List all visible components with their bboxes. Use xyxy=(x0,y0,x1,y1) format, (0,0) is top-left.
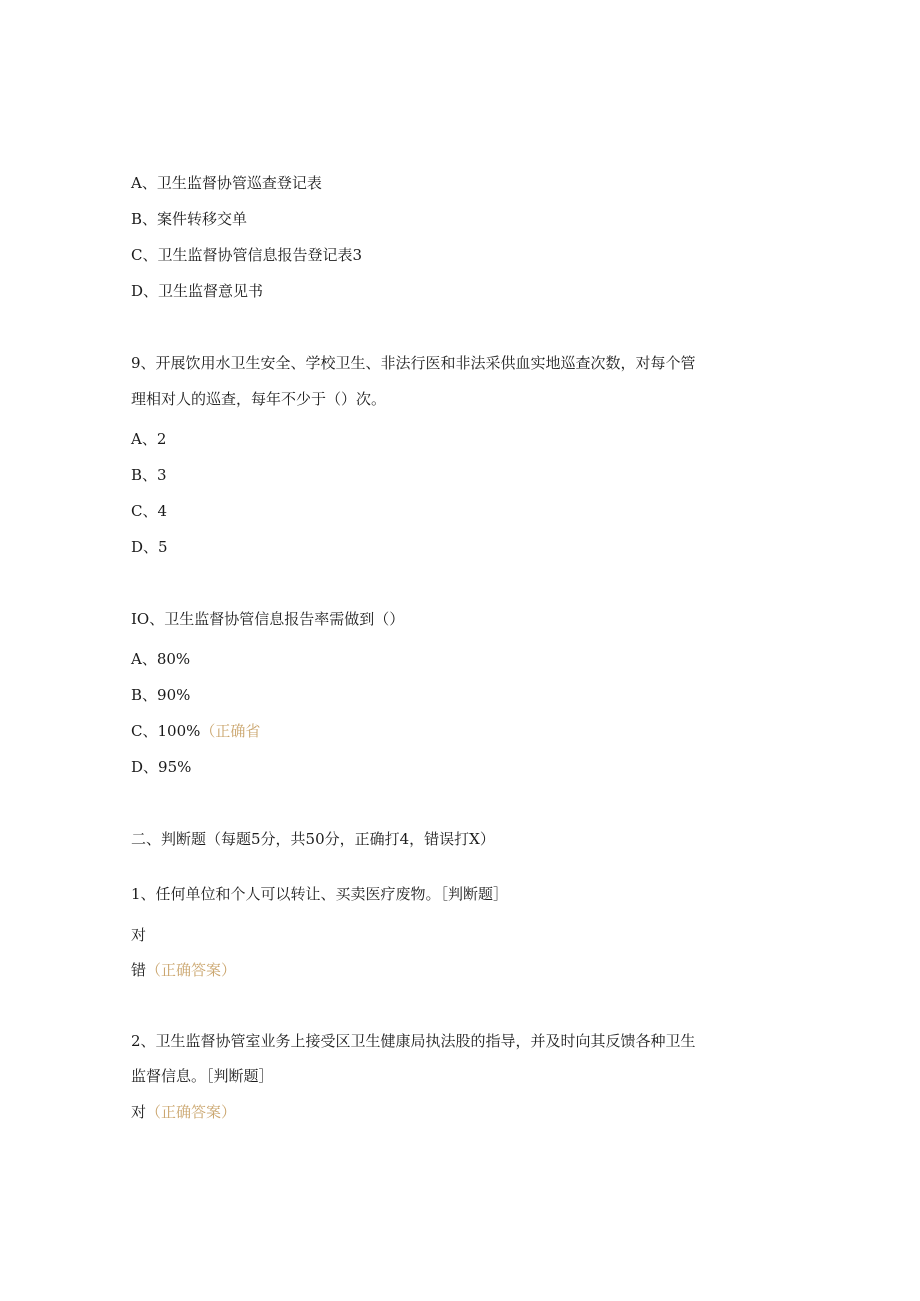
option-false-row xyxy=(131,960,236,980)
option-a: A、80% xyxy=(131,650,191,668)
option-a: A、卫生监督协管巡查登记表 xyxy=(131,174,322,192)
option-c-row xyxy=(131,721,260,741)
question-text: 9、开展饮用水卫生安全、学校卫生、非法行医和非法采供血实地巡查次数，对每个管 xyxy=(131,354,696,372)
option-b: B、案件转移交单 xyxy=(131,210,248,228)
option-d: D、5 xyxy=(131,538,168,556)
option-true: 对 xyxy=(131,926,147,944)
option-c: C、4 xyxy=(131,502,168,520)
question-text-continued: 监督信息。［判断题］ xyxy=(131,1067,274,1085)
option-d: D、95% xyxy=(131,758,192,776)
option-b: B、90% xyxy=(131,686,191,704)
correct-answer-mark: （正确答案） xyxy=(146,961,237,979)
question-text: 2、卫生监督协管室业务上接受区卫生健康局执法股的指导，并及时向其反馈各种卫生 xyxy=(131,1032,696,1050)
option-b: B、3 xyxy=(131,466,167,484)
correct-answer-mark: （正确省 xyxy=(200,722,261,740)
question-text-continued: 理相对人的巡查，每年不少于（）次。 xyxy=(131,390,387,408)
option-d: D、卫生监督意见书 xyxy=(131,282,264,300)
correct-answer-mark: （正确答案） xyxy=(146,1103,237,1121)
option-true: 对 xyxy=(131,1103,147,1121)
section-heading: 二、判断题（每题5分，共50分，正确打4，错误打X） xyxy=(131,830,495,848)
question-text: IO、卫生监督协管信息报告率需做到（） xyxy=(131,610,405,628)
option-true-row xyxy=(131,1102,236,1122)
option-false: 错 xyxy=(131,961,147,979)
option-a: A、2 xyxy=(131,430,167,448)
question-text: 1、任何单位和个人可以转让、买卖医疗废物。［判断题］ xyxy=(131,885,509,903)
option-c: C、卫生监督协管信息报告登记表3 xyxy=(131,246,363,264)
option-c: C、100% xyxy=(131,722,201,740)
